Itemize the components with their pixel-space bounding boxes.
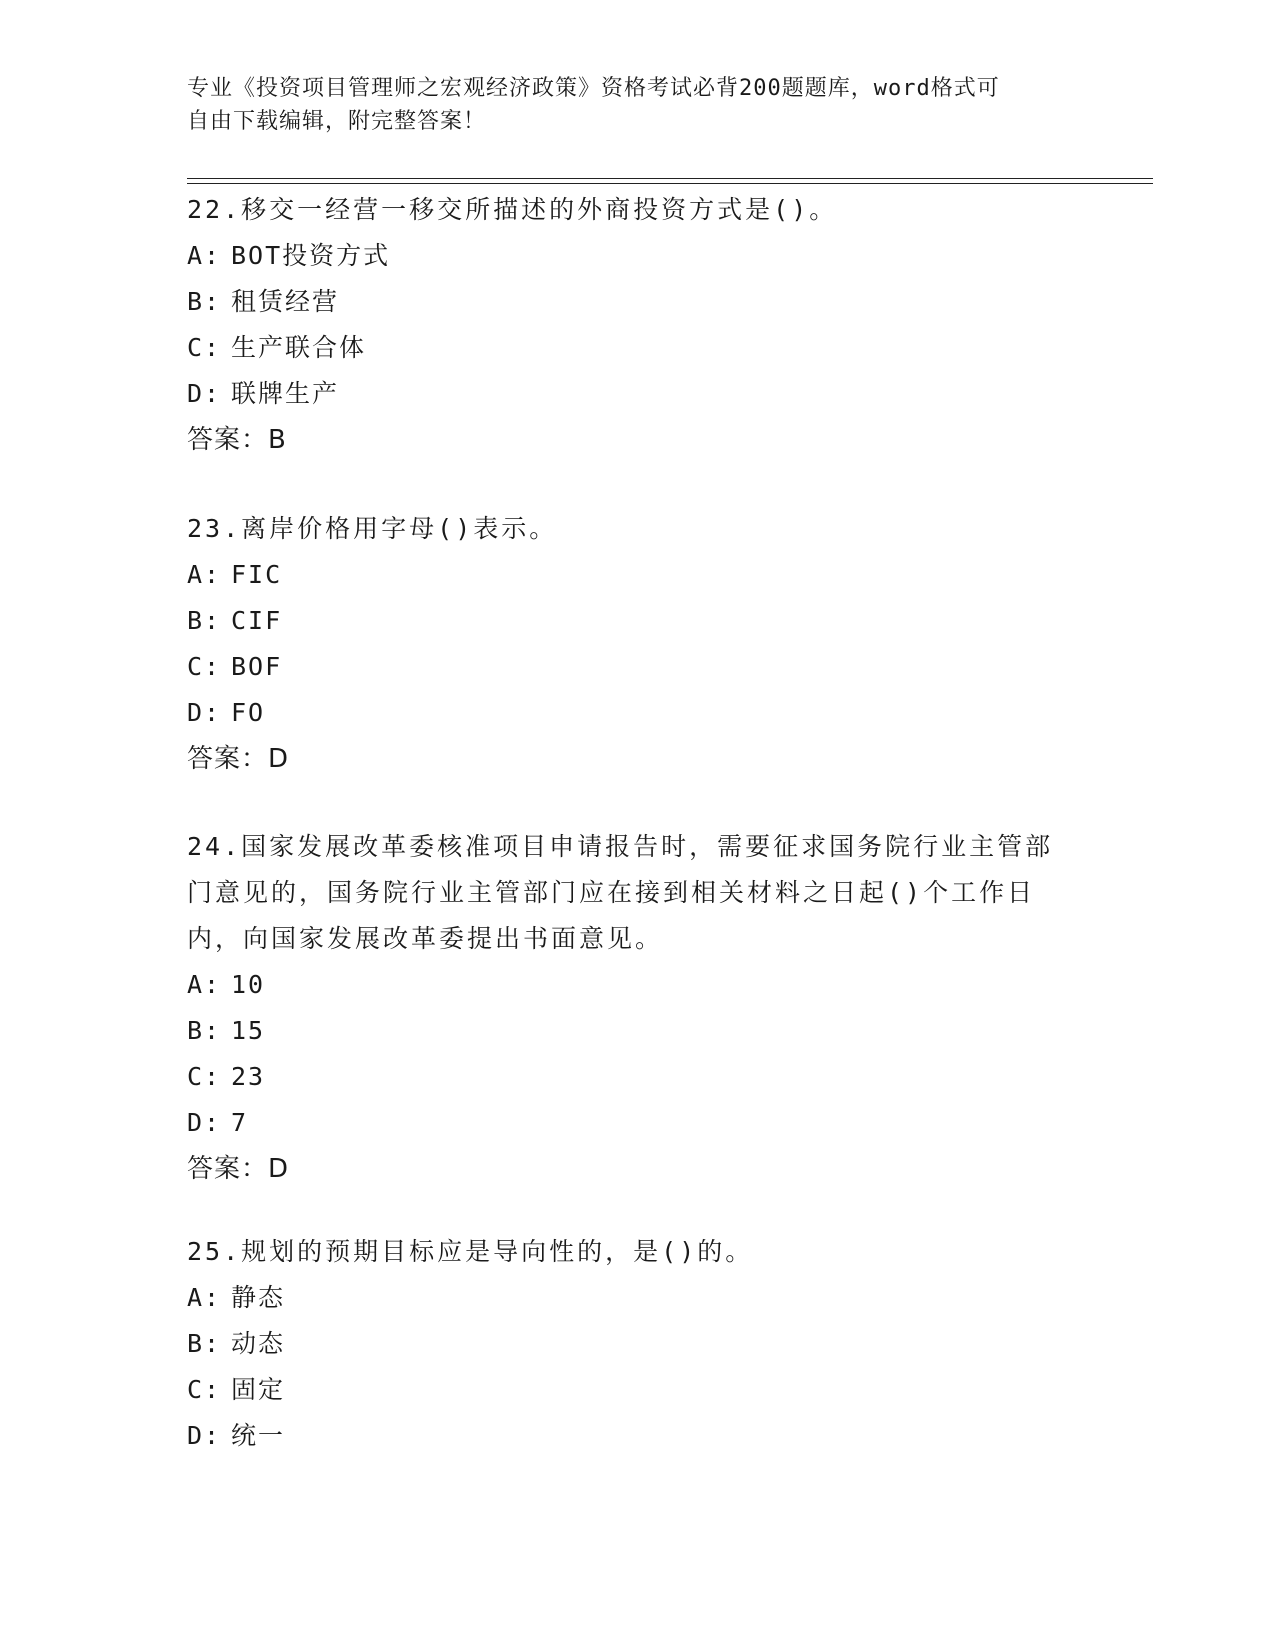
question-23 [187,506,1087,782]
header-divider-top [187,178,1153,179]
option-text: 23 [231,1062,266,1091]
option-a [187,552,1087,598]
option-c [187,1054,1087,1100]
option-key: C: [187,1062,222,1091]
option-key: D: [187,1108,222,1137]
header-line-1: 专业《投资项目管理师之宏观经济政策》资格考试必背200题题库，word格式可 [187,76,1000,101]
question-stem-line-2: 门意见的，国务院行业主管部门应在接到相关材料之日起()个工作日 [187,878,1036,907]
option-text: 7 [231,1108,249,1137]
option-b [187,279,1087,325]
option-text: BOT投资方式 [231,241,391,270]
option-text: 租赁经营 [231,287,340,316]
option-key: B: [187,1016,222,1045]
answer-line: 答案：D [187,1154,290,1184]
option-key: B: [187,606,222,635]
question-stem-line-3: 内，向国家发展改革委提出书面意见。 [187,924,664,953]
question-24 [187,824,1087,1192]
option-b [187,598,1087,644]
option-key: D: [187,1421,222,1450]
header-divider-bottom [187,183,1153,184]
question-22 [187,187,1087,463]
option-key: A: [187,970,222,999]
option-text: FO [231,698,266,727]
option-text: 10 [231,970,266,999]
option-key: A: [187,560,222,589]
option-text: 静态 [231,1283,286,1312]
option-d [187,690,1087,736]
option-text: 15 [231,1016,266,1045]
option-text: 生产联合体 [231,333,367,362]
question-stem-line-1: 24.国家发展改革委核准项目申请报告时，需要征求国务院行业主管部 [187,832,1054,861]
option-b [187,1321,1087,1367]
question-stem: 23.离岸价格用字母()表示。 [187,514,558,543]
option-key: C: [187,333,222,362]
option-a [187,233,1087,279]
option-key: A: [187,241,222,270]
option-c [187,1367,1087,1413]
answer-line: 答案：D [187,744,290,774]
option-d [187,1413,1087,1459]
option-key: D: [187,379,222,408]
option-c [187,644,1087,690]
option-key: B: [187,287,222,316]
option-text: 统一 [231,1421,286,1450]
option-c [187,325,1087,371]
answer-line: 答案：B [187,425,287,455]
question-stem: 25.规划的预期目标应是导向性的，是()的。 [187,1237,754,1266]
option-key: D: [187,698,222,727]
option-text: FIC [231,560,283,589]
option-key: C: [187,652,222,681]
option-text: BOF [231,652,283,681]
option-key: C: [187,1375,222,1404]
question-25 [187,1229,1087,1459]
option-a [187,1275,1087,1321]
option-text: 联牌生产 [231,379,340,408]
option-text: 固定 [231,1375,286,1404]
option-a [187,962,1087,1008]
question-stem: 22.移交一经营一移交所描述的外商投资方式是()。 [187,195,838,224]
option-text: CIF [231,606,283,635]
header-line-2: 自由下载编辑，附完整答案！ [187,109,487,134]
option-key: B: [187,1329,222,1358]
option-b [187,1008,1087,1054]
option-d [187,1100,1087,1146]
option-text: 动态 [231,1329,286,1358]
option-key: A: [187,1283,222,1312]
document-header [187,72,1087,138]
option-d [187,371,1087,417]
